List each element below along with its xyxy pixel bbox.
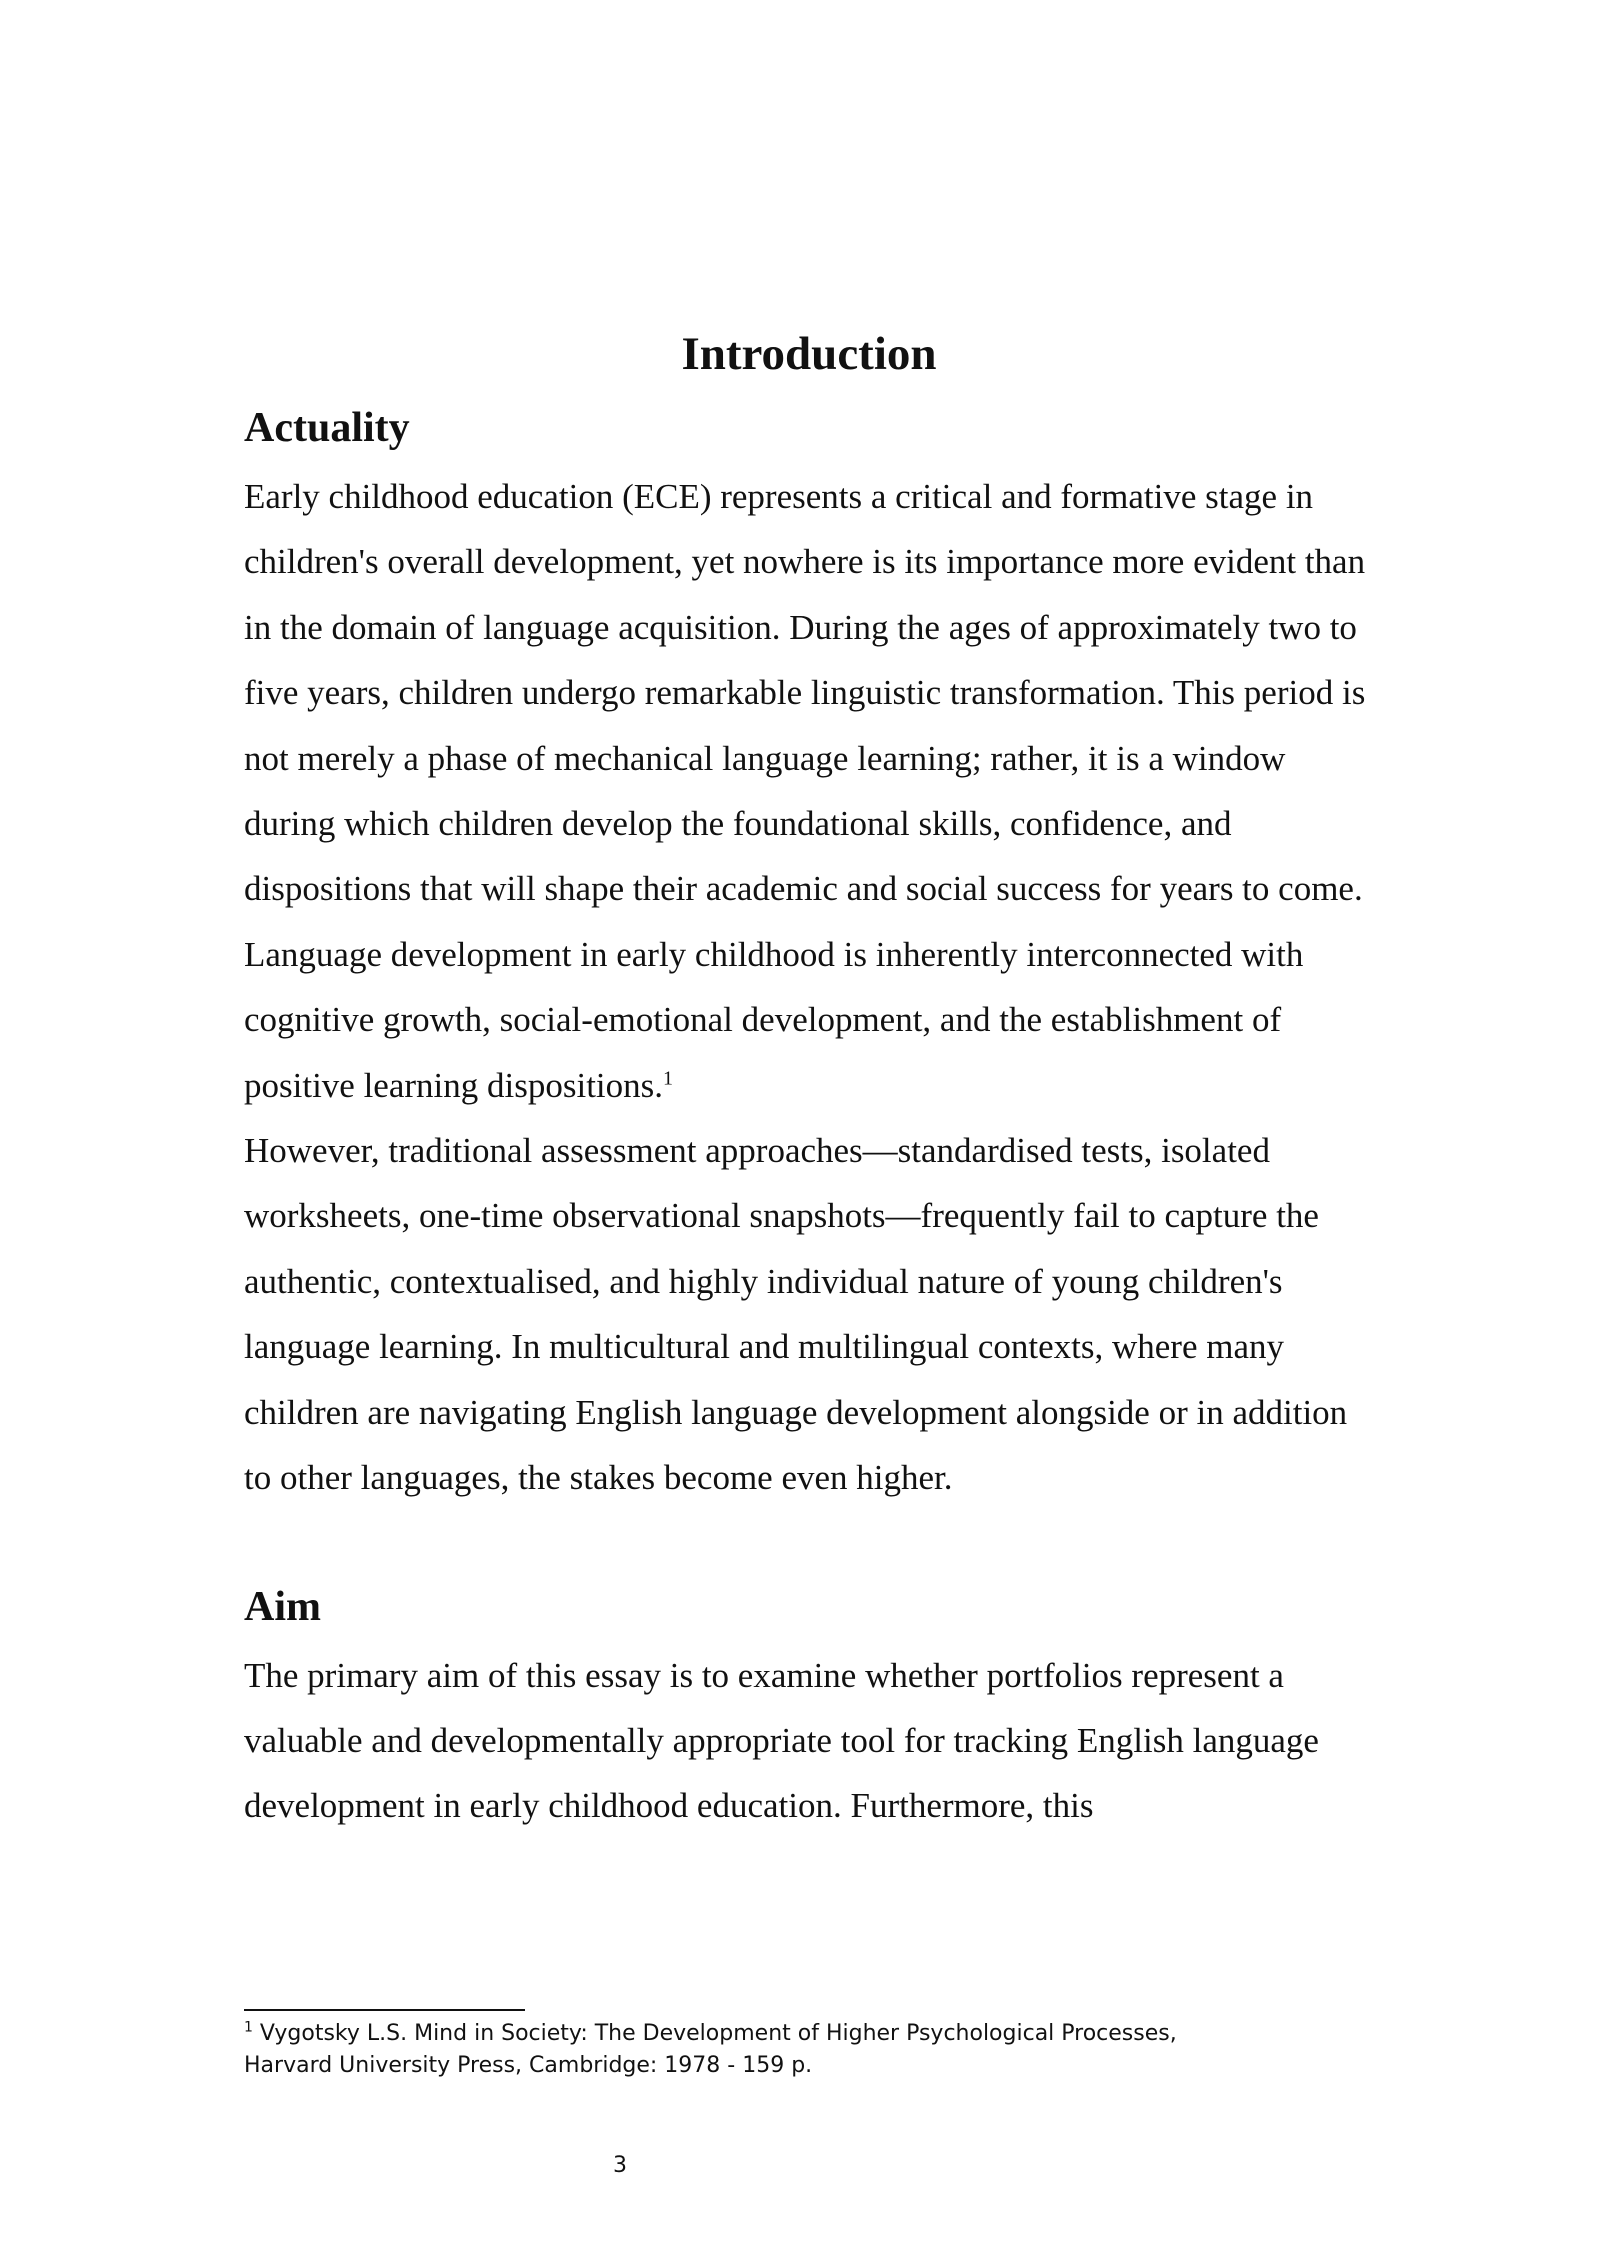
paragraph-actuality-2 <box>244 922 1374 1118</box>
footnote-separator <box>244 2009 525 2011</box>
footnote-reference: 1 <box>663 1067 674 1089</box>
page-title: Introduction <box>681 328 937 380</box>
page-body <box>244 320 1374 1839</box>
section-heading-actuality: Actuality <box>244 405 410 451</box>
paragraph-aim-1: The primary aim of this essay is to examine whether portfolios represent a valuable and developmentally appropriate tool for tracking English language development in early childhood education. Furthermore, this <box>244 1655 1319 1826</box>
section-spacer <box>244 1511 1374 1575</box>
footnote-marker: 1 <box>244 2019 253 2036</box>
page-number: 3 <box>613 2153 627 2178</box>
paragraph-actuality-2-text: Language development in early childhood is inherently interconnected with cognitive growth, social-emotional development, and the establishment of positive learning dispositions. <box>244 934 1304 1105</box>
paragraph-actuality-1: Early childhood education (ECE) represents a critical and formative stage in children's overall development, yet nowhere is its importance more evident than in the domain of language acquisition. During the ages of approximately two to five years, children undergo remarkable linguistic transformation. This period is not merely a phase of mechanical language learning; rather, it is a window during which children develop the foundational skills, confidence, and dispositions that will shape their academic and social success for years to come. <box>244 477 1366 909</box>
section-heading-aim: Aim <box>244 1583 321 1630</box>
paragraph-actuality-3: However, traditional assessment approaches—standardised tests, isolated worksheets, one-time observational snapshots—frequently fail to capture the authentic, contextualised, and highly individual nature of young children's language learning. In multicultural and multilingual contexts, where many children are navigating English language development alongside or in addition to other languages, the stakes become even higher. <box>244 1131 1348 1498</box>
footnote-text-line-1: Vygotsky L.S. Mind in Society: The Development of Higher Psychological Processes, <box>259 2021 1177 2046</box>
footnote-text-line-2: Harvard University Press, Cambridge: 1978 - 159 p. <box>244 2053 813 2078</box>
footnote-line-1 <box>244 2018 1374 2050</box>
footnote <box>244 2018 1374 2082</box>
